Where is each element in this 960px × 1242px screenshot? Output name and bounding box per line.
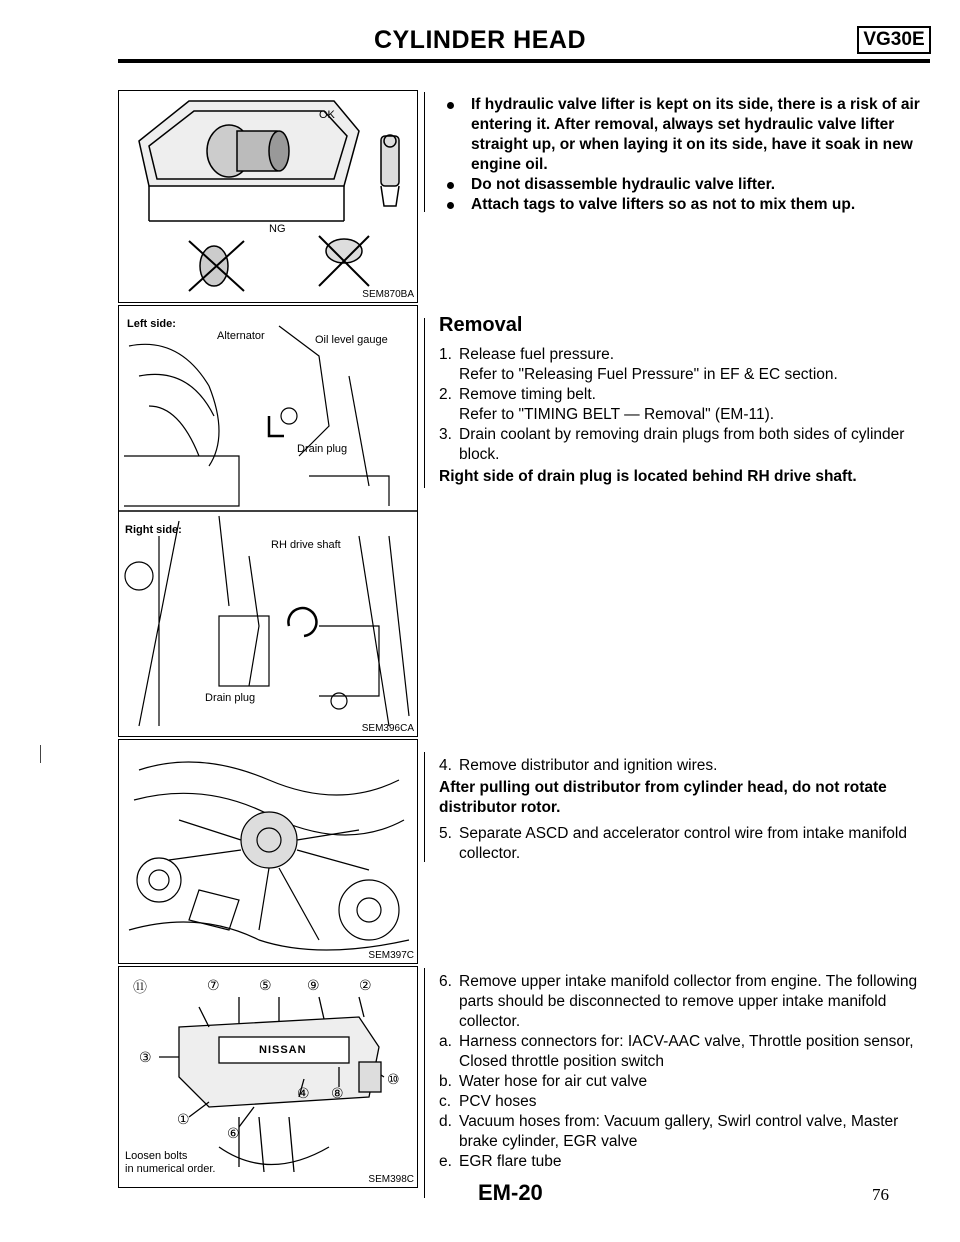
figure-distributor	[118, 739, 418, 964]
step-reference: Refer to "TIMING BELT — Removal" (EM-11).	[459, 406, 775, 423]
bolt-number: ⑧	[331, 1085, 344, 1101]
step-text: Remove distributor and ignition wires.	[459, 757, 718, 774]
drain-plug-right-label: Drain plug	[205, 692, 256, 704]
sub-item	[439, 1072, 934, 1092]
removal-steps	[439, 345, 934, 465]
sub-item-text: Vacuum hoses from: Vacuum gallery, Swirl control valve, Master brake cylinder, EGR valve	[459, 1113, 899, 1150]
distributor-note: After pulling out distributor from cylinder head, do not rotate distributor rotor.	[439, 779, 887, 816]
left-side-label: Left side:	[127, 318, 176, 330]
removal-heading: Removal	[439, 314, 523, 336]
section-code: EM-20	[478, 1180, 543, 1205]
figure-code: SEM870BA	[362, 289, 414, 300]
step-text: Separate ASCD and accelerator control wire from intake manifold collector.	[459, 825, 907, 862]
figure-code: SEM396CA	[361, 723, 414, 734]
removal-section	[439, 313, 934, 487]
figure-valve-lifter-storage	[118, 90, 418, 303]
intro-section	[439, 95, 934, 215]
step-item	[439, 385, 934, 425]
bolt-number: ②	[359, 977, 372, 993]
intro-bullet-list	[439, 95, 934, 215]
oil-level-gauge-label: Oil level gauge	[315, 334, 388, 346]
collector-steps	[439, 972, 934, 1172]
step-item	[439, 824, 934, 864]
step-number: 1.	[439, 346, 452, 363]
ok-label: OK	[319, 109, 335, 121]
drain-plug-left-label: Drain plug	[297, 443, 348, 455]
page-title: CYLINDER HEAD	[373, 26, 587, 54]
figure-code: SEM398C	[368, 1174, 414, 1185]
engine-badge: VG30E	[857, 26, 931, 54]
figure-code: SEM397C	[368, 950, 414, 961]
step-item	[439, 972, 934, 1032]
removal-note: Right side of drain plug is located behind RH drive shaft.	[439, 468, 857, 485]
step-text: Remove upper intake manifold collector from engine. The following parts should be disconnected to remove upper intake manifold collector.	[459, 973, 918, 1030]
numerical-order-label: in numerical order.	[125, 1163, 216, 1175]
distributor-illustration	[119, 740, 417, 963]
step-text: Release fuel pressure.	[459, 346, 615, 363]
step-item	[439, 425, 934, 465]
step-reference: Refer to "Releasing Fuel Pressure" in EF & EC section.	[459, 366, 838, 383]
bolt-number: ⑩	[387, 1071, 400, 1087]
step-number: 4.	[439, 757, 452, 774]
bolt-number: ⑪	[133, 979, 147, 995]
step-item	[439, 345, 934, 385]
sub-item-letter: b.	[439, 1073, 452, 1090]
sub-item-text: EGR flare tube	[459, 1153, 562, 1170]
right-side-label: Right side:	[125, 524, 182, 536]
sub-item-letter: a.	[439, 1033, 452, 1050]
bolt-number: ⑦	[207, 977, 220, 993]
step-number: 5.	[439, 825, 452, 842]
step-item	[439, 756, 934, 776]
sub-item	[439, 1112, 934, 1152]
ng-label: NG	[269, 223, 286, 235]
bolt-number: ⑨	[307, 977, 320, 993]
bullet-item: If hydraulic valve lifter is kept on its side, there is a risk of air entering it. After removal, always set hydraulic valve lifter straight up, or when laying it on its side, have it soak in new engine oil.	[439, 95, 934, 175]
step-6-list	[439, 972, 934, 1172]
step-text: Remove timing belt.	[459, 386, 596, 403]
figure-drain-plugs	[118, 305, 418, 737]
step-4-list	[439, 756, 934, 776]
sub-item-letter: c.	[439, 1093, 452, 1110]
column-divider	[424, 968, 425, 1198]
page-number: 76	[872, 1185, 889, 1204]
distributor-steps	[439, 756, 934, 864]
nissan-brand-label: NISSAN	[259, 1044, 307, 1056]
bolt-number: ⑥	[227, 1125, 240, 1141]
sub-item-text: Harness connectors for: IACV-AAC valve, Throttle position sensor, Closed throttle position switch	[459, 1033, 914, 1070]
step-number: 6.	[439, 973, 452, 990]
sub-item-letter: d.	[439, 1113, 452, 1130]
sub-item	[439, 1152, 934, 1172]
sub-item-text: PCV hoses	[459, 1093, 537, 1110]
step-5-list	[439, 824, 934, 864]
loosen-bolts-label: Loosen bolts	[125, 1150, 188, 1162]
step-number: 2.	[439, 386, 452, 403]
bullet-item: Attach tags to valve lifters so as not to mix them up.	[439, 195, 934, 215]
alternator-label: Alternator	[217, 330, 265, 342]
column-divider	[424, 318, 425, 488]
valve-lifter-illustration	[119, 91, 417, 302]
drain-plug-illustration	[119, 306, 417, 736]
step-text: Drain coolant by removing drain plugs from both sides of cylinder block.	[459, 426, 905, 463]
sub-item-letter: e.	[439, 1153, 452, 1170]
column-divider	[424, 752, 425, 862]
bolt-number: ④	[297, 1085, 310, 1101]
bolt-number: ⑤	[259, 977, 272, 993]
sub-item	[439, 1092, 934, 1112]
header-rule	[118, 59, 930, 63]
step-number: 3.	[439, 426, 452, 443]
figure-intake-collector-bolts	[118, 966, 418, 1188]
margin-mark	[40, 745, 41, 763]
bolt-number: ③	[139, 1049, 152, 1065]
bolt-number: ①	[177, 1111, 190, 1127]
rh-drive-shaft-label: RH drive shaft	[271, 539, 341, 551]
column-divider	[424, 92, 425, 212]
sub-item	[439, 1032, 934, 1072]
bullet-item: Do not disassemble hydraulic valve lifter.	[439, 175, 934, 195]
sub-item-text: Water hose for air cut valve	[459, 1073, 648, 1090]
